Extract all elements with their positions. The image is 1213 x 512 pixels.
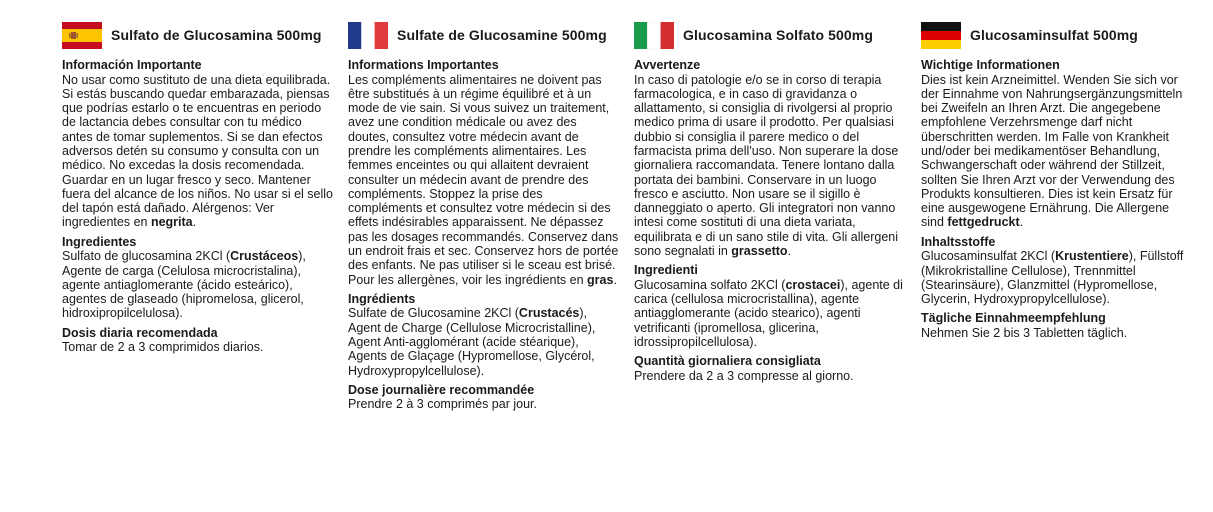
column-italian	[634, 20, 906, 383]
section-dosage	[62, 326, 334, 355]
section-heading: Inhaltsstoffe	[921, 234, 996, 249]
column-german	[921, 20, 1193, 340]
section-heading: Quantità giornaliera consigliata	[634, 354, 821, 369]
section-heading: Wichtige Informationen	[921, 58, 1060, 72]
section-heading: Ingredienti	[634, 263, 698, 278]
section-body: Tomar de 2 a 3 comprimidos diarios.	[62, 340, 264, 355]
section-body: Dies ist kein Arzneimittel. Wenden Sie sich vor der Einnahme von Nahrungsergänzungsmitteln bei Zweifeln an Ihren Arzt. Die angegebene empfohlene Verzehrsmenge darf nicht überschritten werden. Im Falle von Krankheit und/oder bei medikamentöser Behandlung, Schwangerschaft oder während der Stillzeit, sollten Sie Ihren Arzt vor der Verwendung des Produkts konsultieren. Dies ist kein Ersatz für eine ausgewogene Ernährung. Die Allergene sind fettgedruckt.	[921, 72, 1183, 230]
section-important	[921, 58, 1193, 230]
section-body: Prendre 2 à 3 comprimés par jour.	[348, 397, 537, 412]
section-heading: Información Importante	[62, 58, 202, 72]
section-heading: Informations Importantes	[348, 58, 499, 72]
section-heading: Avvertenze	[634, 58, 701, 72]
section-body: Nehmen Sie 2 bis 3 Tabletten täglich.	[921, 325, 1128, 340]
section-body: Les compléments alimentaires ne doivent pas être substitués à un régime équilibré et à un mode de vie sain. Si vous suivez un traitement, avez une condition médicale ou avez des doutes, consultez votre médecin avant de prendre les compléments alimentaires. Les femmes enceintes ou qui allaitent devraient consulter un médecin avant de prendre des compléments. Stoppez la prise des compléments et consultez votre médecin si des effets indésirables apparaissent. Ne dépassez pas les dosages recommandés. Conservez dans un endroit frais et sec. Conservez hors de portée des enfants. Ne pas utiliser si le sceau est brisé. Pour les allergènes, voir les ingrédients en gras.	[348, 72, 619, 287]
france-flag-icon	[348, 22, 388, 49]
section-body: Glucosaminsulfat 2KCl (Krustentiere), Füllstoff (Mikrokristalline Cellulose), Trennmittel (Stearinsäure), Glanzmittel (Hypromellose, Glycerin, Hydroxypropylcellulose).	[921, 249, 1184, 307]
section-dosage	[921, 311, 1193, 340]
section-ingredients	[348, 292, 620, 378]
column-title: Glucosamina Solfato 500mg	[683, 27, 873, 43]
section-body: No usar como sustituto de una dieta equilibrada. Si estás buscando quedar embarazada, piensas que podrías estarlo o te encuentras en periodo de lactancia debes consultar con tu médico antes de tomar suplementos. Si se dan efectos adversos detén su consumo y consulta con un médico. No excedas la dosis recomendada. Guardar en un lugar fresco y seco. Mantener fuera del alcance de los niños. No usar si el sello del tapón está dañado. Alérgenos: Ver ingredientes en negrita.	[62, 72, 333, 230]
section-dosage	[634, 354, 906, 383]
italy-flag-icon	[634, 22, 674, 49]
section-heading: Dosis diaria recomendada	[62, 325, 218, 340]
column-header	[348, 20, 620, 50]
column-spanish	[62, 20, 334, 355]
column-title: Glucosaminsulfat 500mg	[970, 27, 1138, 43]
column-french	[348, 20, 620, 412]
section-heading: Ingredientes	[62, 234, 137, 249]
section-dosage	[348, 383, 620, 412]
section-body: Sulfato de glucosamina 2KCl (Crustáceos), Agente de carga (Celulosa microcristalina), agente antiaglomerante (ácido esteárico), agentes de glaseado (hipromelosa, glicerol, hidroxipropilcelulosa).	[62, 249, 306, 321]
column-header	[62, 20, 334, 50]
section-ingredients	[62, 235, 334, 321]
column-header	[921, 20, 1193, 50]
section-ingredients	[634, 263, 906, 349]
column-title: Sulfate de Glucosamine 500mg	[397, 27, 607, 43]
section-important	[634, 58, 906, 258]
spain-flag-icon	[62, 22, 102, 49]
section-body: In caso di patologie e/o se in corso di terapia farmacologica, e in caso di gravidanza o allattamento, si consiglia di rivolgersi al proprio medico prima di usare il prodotto. Per qualsiasi dubbio si consiglia il parere medico o del farmacista prima dell'uso. Non superare la dose giornaliera raccomandata. Tenere lontano dalla portata dei bambini. Conservare in un luogo fresco e asciutto. Non usare se il sigillo è danneggiato o aperto. Gli integratori non vanno intesi come sostituti di una dieta variata, equilibrata e di un sano stile di vita. Gli allergeni sono segnalati in grassetto.	[634, 72, 899, 259]
section-body: Sulfate de Glucosamine 2KCl (Crustacés), Agent de Charge (Cellulose Microcristalline), Agent Anti-agglomérant (acide stéarique), Agents de Glaçage (Hypromellose, Glycérol, Hydroxypropylcellulose).	[348, 306, 596, 378]
column-title: Sulfato de Glucosamina 500mg	[111, 27, 322, 43]
section-heading: Tägliche Einnahmeempfehlung	[921, 311, 1106, 326]
section-important	[348, 58, 620, 287]
section-body: Glucosamina solfato 2KCl (crostacei), agente di carica (cellulosa microcristallina), agente antiagglomerante (acido stearico), agenti vetrificanti (ipromellosa, glicerina, idrossipropilcellulosa).	[634, 277, 903, 350]
germany-flag-icon	[921, 22, 961, 49]
column-header	[634, 20, 906, 50]
section-heading: Ingrédients	[348, 291, 416, 306]
section-ingredients	[921, 235, 1193, 307]
section-heading: Dose journalière recommandée	[348, 382, 535, 397]
section-important	[62, 58, 334, 230]
section-body: Prendere da 2 a 3 compresse al giorno.	[634, 368, 854, 383]
